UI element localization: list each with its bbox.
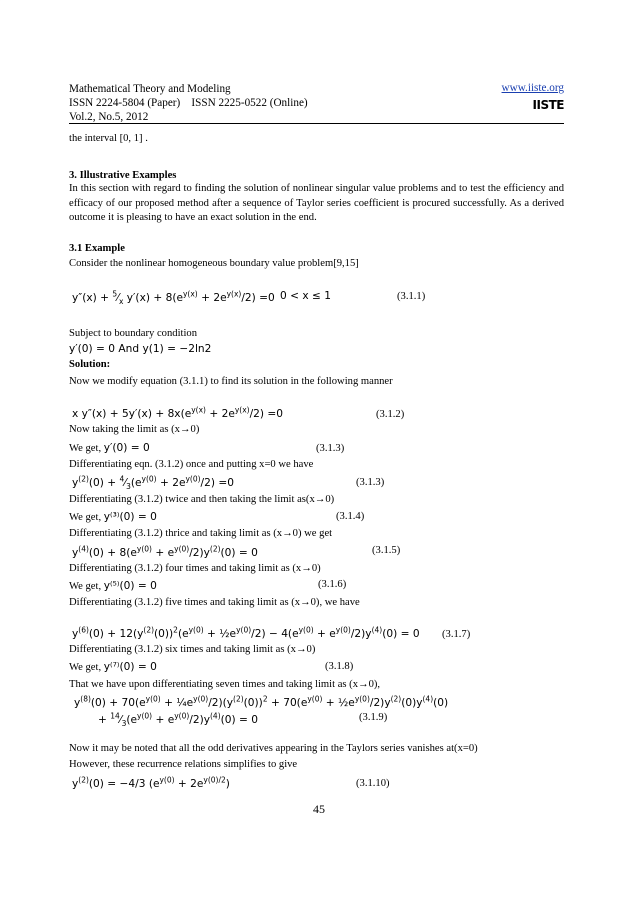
equation-3-1-2: x $y''(x) + 5y'(x) + 8x(e^{y(x)} + 2e^{y(x)}/2) =0$ xyxy=(72,405,284,420)
we-get-prefix: We get, xyxy=(69,581,102,592)
subject-to-line: Subject to boundary condition xyxy=(69,328,197,339)
equation-tag-3-1-7: (3.1.7) xyxy=(442,629,471,640)
diff-thrice-line: Differentiating (3.1.2) thrice and taking limit as (x→0) we get xyxy=(69,528,333,539)
equation-3-1-7: $y^{(6)}(0) + 12(y^{(2)}(0))^2(e^{y(0)}$ + $\frac{1}{2}e^{y(0)}/2) - 4(e^{y(0)} + e^{y(0)}/2)y^{(4)}(0) = 0$ xyxy=(72,625,420,640)
diff-twice-line: Differentiating (3.1.2) twice and then taking the limit as(x→0) xyxy=(69,494,335,505)
header-rule xyxy=(69,123,564,124)
diff-once-line: Differentiating eqn. (3.1.2) once and putting x=0 we have xyxy=(69,459,314,470)
section-paragraph: In this section with regard to finding the solution of nonlinear singular value problems and to test the efficiency and efficacy of our proposed method after a sequence of Taylor series coefficient is procured successfully. As a derived outcome it is pleasing to have an exact solution in the end. xyxy=(69,183,564,224)
we-get-line-3 xyxy=(69,579,564,594)
boundary-condition: y′(0) = 0 And y(1) = −2ln2 xyxy=(69,343,212,355)
we-get-line-4 xyxy=(69,660,564,675)
section-heading: 3. Illustrative Examples xyxy=(69,170,177,181)
equation-3-1-10: $y^{(2)}(0) = -4/3$ $(e^{y(0)} + 2e^{y(0)/2})$ xyxy=(72,775,230,790)
equation-3-1-3b: $y^{(2)}(0)$ + $^4⁄_3(e^{y(0)} + 2e^{y(0)}/2) =0$ xyxy=(72,474,234,491)
running-header xyxy=(69,82,308,124)
iiste-logo: IISTE xyxy=(532,98,564,112)
equation-tag-3-1-3b: (3.1.3) xyxy=(356,477,385,488)
equation-tag-3-1-3a: (3.1.3) xyxy=(316,443,345,454)
we-get-line-2 xyxy=(69,510,564,525)
limit-line: Now taking the limit as (x→0) xyxy=(69,424,200,435)
equation-3-1-9-line-1: $y^{(8)}(0) + 70(e^{y(0)}$ + $\frac{1}{4}e^{y(0)}/2)(y^{(2)}(0))^2 + 70(e^{y(0)}$ + $\frac{1}{2}e^{y(0)}/2)y^{(2)}(0)y^{(4)}(0)$ xyxy=(74,694,449,709)
equation-tag-3-1-1: (3.1.1) xyxy=(397,291,426,302)
page-number: 45 xyxy=(313,802,325,816)
equation-tag-3-1-6: (3.1.6) xyxy=(318,579,347,590)
journal-url-link[interactable]: www.iiste.org xyxy=(501,82,564,94)
modify-line: Now we modify equation (3.1.1) to find its solution in the following manner xyxy=(69,376,393,387)
issn-line: ISSN 2224-5804 (Paper) ISSN 2225-0522 (Online) xyxy=(69,97,308,109)
solution-label: Solution: xyxy=(69,359,111,370)
volume-line: Vol.2, No.5, 2012 xyxy=(69,111,149,123)
equation-tag-3-1-9: (3.1.9) xyxy=(359,712,388,723)
odd-derivatives-note: Now it may be noted that all the odd derivatives appearing in the Taylors series vanishes at(x=0) xyxy=(69,743,478,754)
equation-text-eq_3110 xyxy=(0,0,1,1)
equation-3-1-3a: y′(0) = 0 xyxy=(103,442,150,454)
diff-five-line: Differentiating (3.1.2) five times and taking limit as (x→0), we have xyxy=(69,597,360,608)
diff-six-line: Differentiating (3.1.2) six times and taking limit as (x→0) xyxy=(69,644,316,655)
diff-four-line: Differentiating (3.1.2) four times and taking limit as (x→0) xyxy=(69,563,321,574)
we-get-prefix: We get, xyxy=(69,512,102,523)
we-get-prefix: We get, xyxy=(69,443,102,454)
equation-tag-3-1-8: (3.1.8) xyxy=(325,661,354,672)
intro-line: the interval [0, 1] . xyxy=(69,133,148,144)
equation-3-1-6: y⁽⁵⁾(0) = 0 xyxy=(103,580,157,592)
example-heading: 3.1 Example xyxy=(69,243,125,254)
equation-3-1-4: y⁽³⁾(0) = 0 xyxy=(103,511,157,523)
equation-tag-3-1-4: (3.1.4) xyxy=(336,511,365,522)
we-get-prefix: We get, xyxy=(69,662,102,673)
equation-tag-3-1-10: (3.1.10) xyxy=(356,778,390,789)
equation-3-1-8: y⁽⁷⁾(0) = 0 xyxy=(103,661,157,673)
equation-tag-3-1-5: (3.1.5) xyxy=(372,545,401,556)
journal-name: Mathematical Theory and Modeling xyxy=(69,83,231,95)
equation-tag-3-1-2: (3.1.2) xyxy=(376,409,405,420)
equation-3-1-1: $y''(x) + ^5⁄_x$ $y'(x) + 8(e^{y(x)} + 2e^{y(x)}/2) =0$ xyxy=(72,289,275,306)
equation-3-1-1-range: 0 < x ≤ 1 xyxy=(280,290,331,302)
recurrence-note: However, these recurrence relations simplifies to give xyxy=(69,759,298,770)
equation-3-1-5: $y^{(4)}(0) + 8(e^{y(0)} + e^{y(0)}/2)y^{(2)}(0) = 0$ xyxy=(72,544,258,559)
equation-3-1-9-line-2: + $^{14}⁄_3(e^{y(0)} + e^{y(0)}/2)y^{(4)}(0) = 0$ xyxy=(98,711,258,728)
example-intro: Consider the nonlinear homogeneous boundary value problem[9,15] xyxy=(69,258,359,269)
diff-seven-line: That we have upon differentiating seven times and taking limit as (x→0), xyxy=(69,679,381,690)
